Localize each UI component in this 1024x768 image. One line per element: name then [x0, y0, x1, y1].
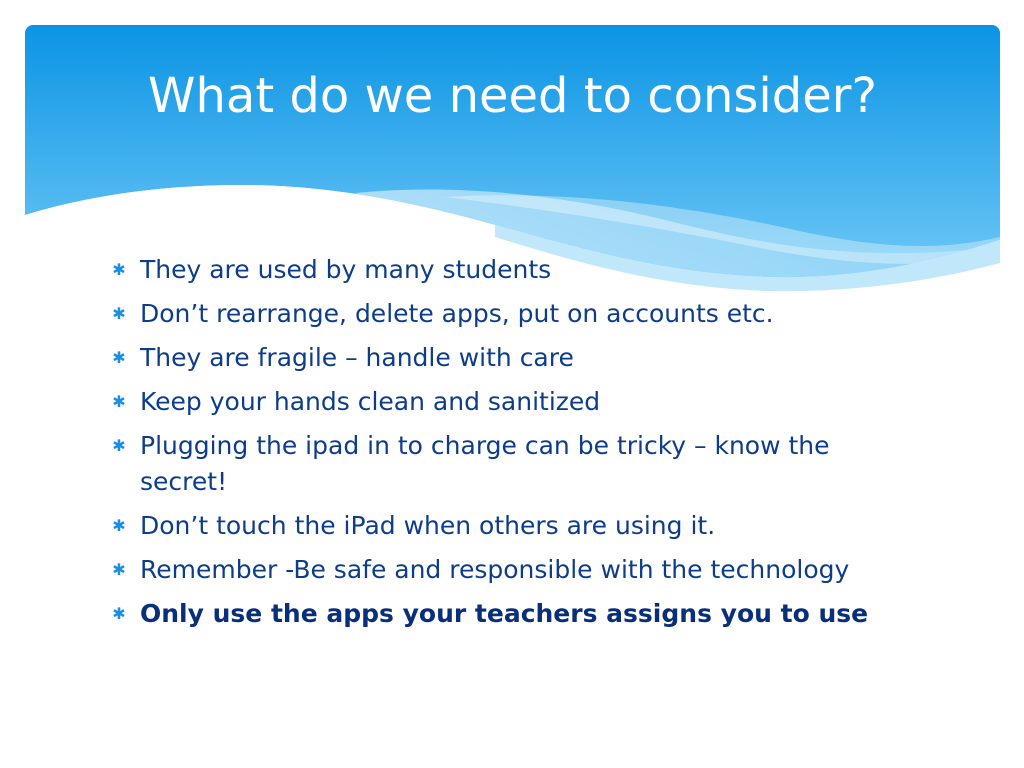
asterisk-icon: ✱ — [112, 260, 126, 279]
list-item-text: Only use the apps your teachers assigns you to use — [140, 599, 869, 628]
list-item — [108, 552, 908, 588]
list-item — [108, 428, 908, 500]
bullet-list — [108, 252, 908, 640]
list-item-text: Plugging the ipad in to charge can be tricky – know the secret! — [140, 431, 830, 496]
asterisk-icon: ✱ — [112, 604, 126, 623]
list-item-text: They are fragile – handle with care — [140, 343, 574, 372]
asterisk-icon: ✱ — [112, 560, 126, 579]
list-item-text: They are used by many students — [140, 255, 552, 284]
asterisk-icon: ✱ — [112, 516, 126, 535]
list-item — [108, 384, 908, 420]
list-item-text: Don’t rearrange, delete apps, put on accounts etc. — [140, 299, 774, 328]
list-item-emphasized — [108, 596, 908, 632]
slide-title: What do we need to consider? — [148, 68, 877, 124]
list-item — [108, 508, 908, 544]
list-item-text: Remember -Be safe and responsible with the technology — [140, 555, 850, 584]
asterisk-icon: ✱ — [112, 392, 126, 411]
asterisk-icon: ✱ — [112, 436, 126, 455]
list-item — [108, 296, 908, 332]
asterisk-icon: ✱ — [112, 348, 126, 367]
list-item-text: Don’t touch the iPad when others are using it. — [140, 511, 716, 540]
list-item — [108, 252, 908, 288]
list-item — [108, 340, 908, 376]
asterisk-icon: ✱ — [112, 304, 126, 323]
list-item-text: Keep your hands clean and sanitized — [140, 387, 601, 416]
